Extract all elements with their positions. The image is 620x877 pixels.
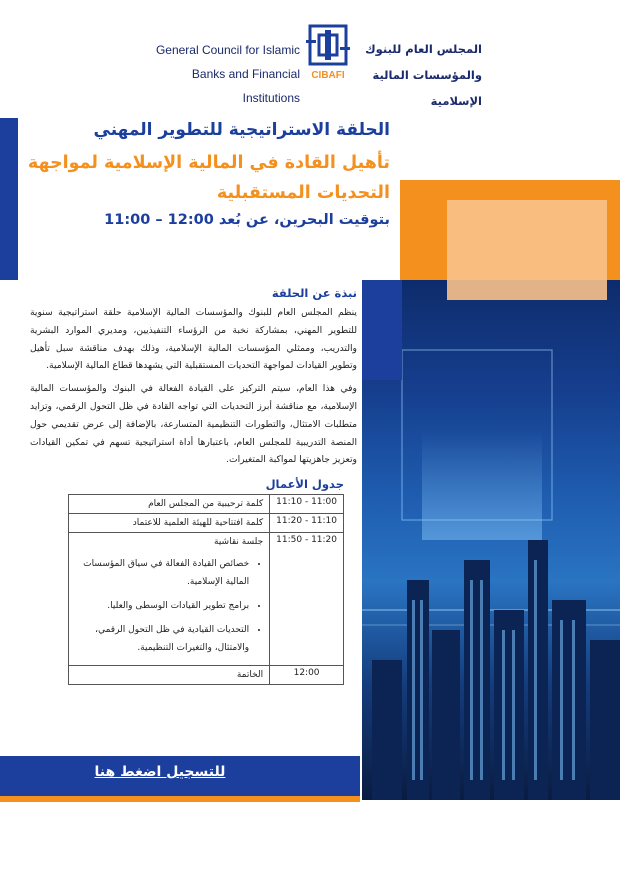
- event-time: 11:00 – 12:00 بتوقيت البحرين، عن بُعد: [104, 212, 390, 228]
- about-paragraph-1: ينظم المجلس العام للبنوك والمؤسسات المالية الإسلامية حلقة استراتيجية سنوية للتطوير المهني، بمشاركة نخبة من الرؤساء التنفيذيين، ومديري الموارد البشرية والتدريب، وممثلي المؤسسات المالية الإسلامية، وذلك بهدف مناقشة سبل تأهيل وتطوير القيادات لمواجهة التحديات المستقبلية التي يشهدها قطاع المالية الإسلامية.: [30, 307, 357, 372]
- agenda-item: كلمة افتتاحية للهيئة العلمية للاعتماد: [69, 514, 270, 533]
- panel-topics-list: [75, 555, 263, 657]
- panel-topic: • برامج تطوير القيادات الوسطى والعليا.: [75, 597, 249, 615]
- org-name-arabic: [352, 36, 482, 114]
- panel-topic: • التحديات القيادية في ظل التحول الرقمي، والامتثال، والتغيرات التنظيمية.: [75, 621, 249, 657]
- org-name-en-line-2: Banks and Financial Institutions: [191, 67, 300, 105]
- register-link[interactable]: للتسجيل اضغط هنا: [94, 764, 226, 780]
- agenda-row: [69, 666, 344, 685]
- agenda-row: [69, 495, 344, 514]
- about-text: [30, 304, 357, 474]
- decor-navy-block: [362, 280, 402, 380]
- org-name-ar-line-1: المجلس العام للبنوك: [365, 42, 482, 56]
- agenda-time: 11:00 - 11:10: [270, 495, 344, 514]
- org-name-en-line-1: General Council for Islamic: [155, 43, 300, 57]
- panel-topic: • خصائص القيادة الفعالة في سياق المؤسسات المالية الإسلامية.: [75, 555, 249, 591]
- agenda-time: 11:10 - 11:20: [270, 514, 344, 533]
- cibafi-emblem-icon: [306, 24, 350, 82]
- event-title: تأهيل القادة في المالية الإسلامية لمواجهة التحديات المستقبلية: [27, 153, 390, 203]
- agenda-row: [69, 514, 344, 533]
- agenda-item-panel: [69, 533, 270, 666]
- org-name-ar-line-2: والمؤسسات المالية الإسلامية: [372, 68, 482, 108]
- decor-orange-underline: [0, 796, 360, 802]
- agenda-time: 12:00: [270, 666, 344, 685]
- agenda-item: كلمة ترحيبية من المجلس العام: [69, 495, 270, 514]
- about-paragraph-2: وفي هذا العام، سيتم التركيز على القيادة الفعالة في البنوك والمؤسسات المالية الإسلامية، مع مناقشة أبرز التحديات التي تواجه القادة في ظل التحول الرقمي، وتزايد متطلبات الامتثال، والتطورات التنظيمية المتسارعة، بالإضافة إلى عرض تقديمي حول المنصة التدريبية للمجلس العام، باعتبارها أداة استراتيجية تسهم في تمكين القيادات وتعزيز جاهزيتها لمواكبة المتغيرات.: [30, 383, 357, 466]
- agenda-table: [68, 494, 344, 685]
- logo-text: CIBAFI: [311, 70, 345, 81]
- agenda-row: [69, 533, 344, 666]
- cibafi-logo: [306, 24, 350, 82]
- event-series-title: الحلقة الاستراتيجية للتطوير المهني: [93, 120, 390, 140]
- agenda-heading: جدول الأعمال: [265, 477, 344, 491]
- about-heading: نبذة عن الحلقة: [271, 286, 357, 300]
- agenda-time: 11:20 - 11:50: [270, 533, 344, 666]
- org-name-english: [140, 38, 300, 110]
- decor-navy-bar-left: [0, 118, 18, 280]
- agenda-item: الخاتمة: [69, 666, 270, 685]
- decor-peach-block: [447, 200, 607, 300]
- agenda-item: جلسة نقاشية: [214, 537, 264, 547]
